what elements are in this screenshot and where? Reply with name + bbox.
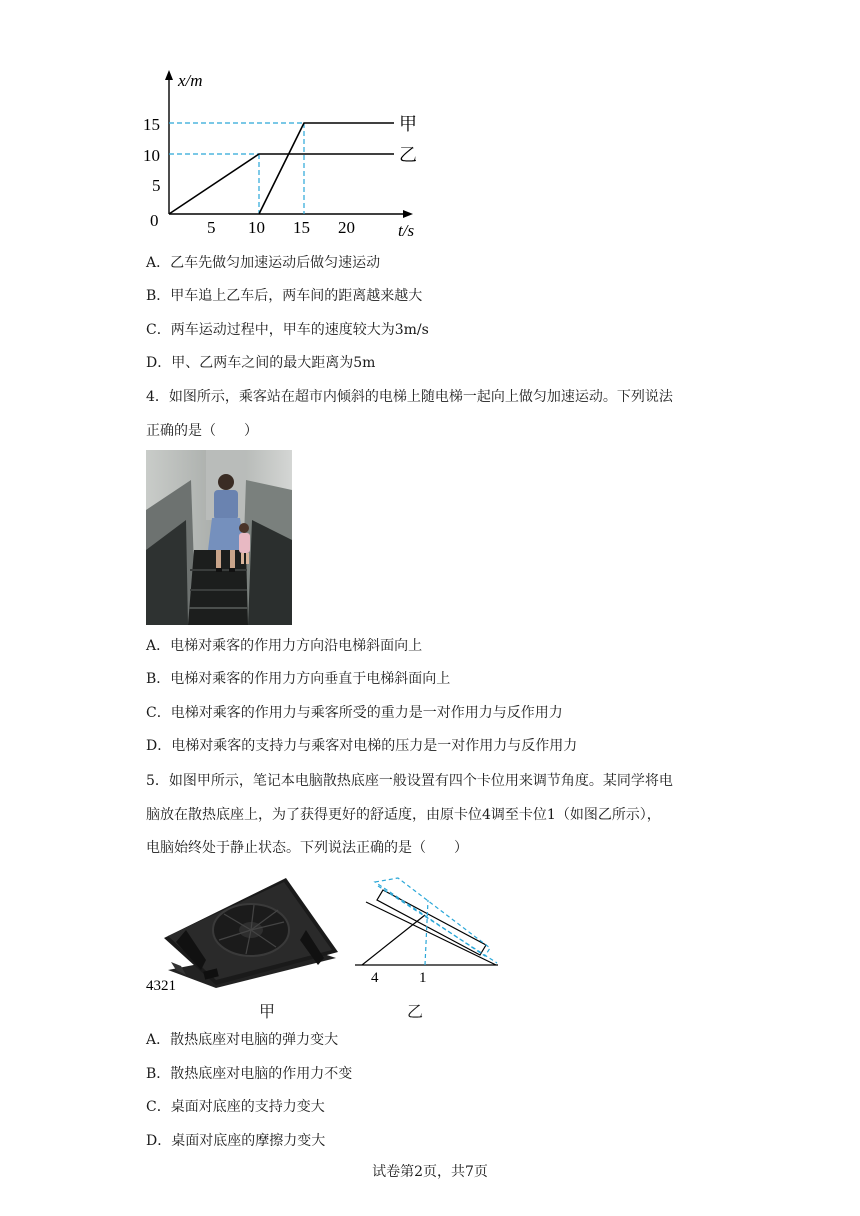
series-jia-label: 甲 — [399, 114, 417, 134]
q5-option-a: A．散热底座对电脑的弹力变大 — [146, 1032, 339, 1048]
q4-option-a: A．电梯对乘客的作用力方向沿电梯斜面向上 — [146, 638, 423, 654]
q3-option-d: D．甲、乙两车之间的最大距离为5m — [146, 355, 376, 371]
q4-option-c: C．电梯对乘客的作用力与乘客所受的重力是一对作用力与反作用力 — [146, 705, 563, 721]
q4-option-b: B．电梯对乘客的作用力方向垂直于电梯斜面向上 — [146, 671, 451, 687]
q4-option-d: D．电梯对乘客的支持力与乘客对电梯的压力是一对作用力与反作用力 — [146, 738, 578, 754]
q5-stem-line1: 5．如图甲所示，笔记本电脑散热底座一般设置有四个卡位用来调节角度。某同学将电 — [146, 773, 673, 789]
q3-option-a: A．乙车先做匀加速运动后做匀速运动 — [146, 255, 381, 271]
y-axis-label: x/m — [178, 71, 203, 90]
x-tick-5: 5 — [207, 218, 216, 237]
series-jia-line — [259, 123, 394, 214]
diagram-label-4: 4 — [371, 970, 379, 986]
q5-stem-line3: 电脑始终处于静止状态。下列说法正确的是（ ） — [146, 840, 468, 856]
adjusted-panel — [378, 886, 497, 963]
q5-option-c: C．桌面对底座的支持力变大 — [146, 1099, 325, 1115]
strut-slot4 — [362, 915, 425, 965]
x-tick-20: 20 — [338, 218, 355, 237]
x-axis-arrow — [403, 210, 413, 218]
strut-slot1 — [425, 900, 428, 965]
q4-stem-line1: 4．如图所示，乘客站在超市内倾斜的电梯上随电梯一起向上做匀加速运动。下列说法 — [146, 389, 673, 405]
stand-diagram — [352, 872, 502, 987]
figure-jia-caption: 甲 — [259, 1002, 276, 1021]
x-axis-label: t/s — [398, 221, 415, 240]
series-yi-line — [169, 154, 394, 214]
figure-yi-caption: 乙 — [407, 1002, 424, 1021]
q5-option-d: D．桌面对底座的摩擦力变大 — [146, 1133, 326, 1149]
y-tick-5: 5 — [152, 176, 161, 195]
cooling-stand-photo — [146, 870, 342, 995]
diagram-label-1: 1 — [419, 970, 427, 986]
page-footer: 试卷第2页，共7页 — [372, 1164, 488, 1180]
q3-option-b: B．甲车追上乙车后，两车间的距离越来越大 — [146, 288, 423, 304]
panel-line — [366, 902, 496, 965]
q5-stem-line2: 脑放在散热底座上，为了获得更好的舒适度，由原卡位4调至卡位1（如图乙所示）， — [146, 807, 661, 823]
x-tick-10: 10 — [248, 218, 265, 237]
slot-labels: 4321 — [146, 978, 176, 994]
y-axis-arrow — [165, 70, 173, 80]
q3-option-c: C．两车运动过程中，甲车的速度较大为3m/s — [146, 322, 429, 338]
x-tick-15: 15 — [293, 218, 310, 237]
laptop-box — [377, 890, 486, 955]
y-tick-0: 0 — [150, 211, 159, 230]
q4-stem-line2: 正确的是（ ） — [146, 423, 258, 439]
q5-option-b: B．散热底座对电脑的作用力不变 — [146, 1066, 353, 1082]
series-yi-label: 乙 — [399, 145, 417, 165]
xt-graph — [140, 66, 440, 244]
escalator-photo — [146, 450, 292, 625]
y-tick-10: 10 — [143, 146, 160, 165]
y-tick-15: 15 — [143, 115, 160, 134]
